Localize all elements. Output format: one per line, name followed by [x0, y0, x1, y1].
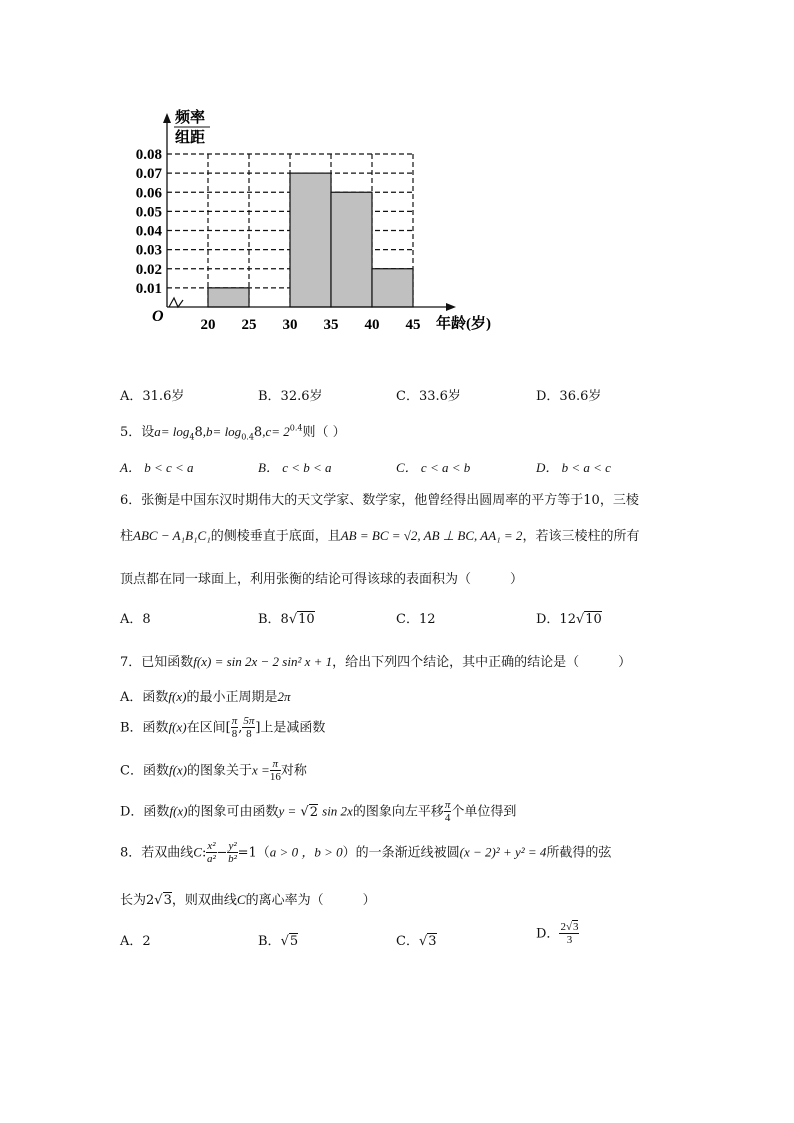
y-axis-arrow: [163, 113, 171, 123]
y-axis-label-bottom: 组距: [175, 130, 206, 146]
x-axis-label: 年龄(岁): [436, 316, 491, 332]
q5-option-d: D． b < a < c: [536, 460, 611, 475]
q5-stem: 5．设$a= \log_48,b= \log_{0.4}8,c= 2^{0.4}$则（ ）: [120, 423, 346, 442]
x-tick-label: 35: [323, 317, 339, 333]
q6-line1: 6．张衡是中国东汉时期伟大的天文学家、数学家，他曾经得出圆周率的平方等于10，三棱: [120, 493, 639, 508]
q7-stem: 7．已知函数f(x) = sin 2x − 2 sin² x + 1，给出下列四个结论，其中正确的结论是（ ）: [120, 654, 632, 670]
q6-option-a: A．8: [120, 612, 151, 627]
x-tick-label: 45: [405, 317, 421, 333]
q8-option-a: A．2: [120, 934, 151, 949]
q8-stem-line1: 8．若双曲线C: $\frac{\text{x²}}{\text{a²}}$ − $\frac{\text{y²}}{\text{b²}}$ =1（a > 0 ，b > 0）的一条渐近线被圆(x − 2)² + y² = 4所截得的弦: [120, 840, 612, 865]
q7-option-c: C．函数f(x)的图象关于x = $\frac{\pi}{16}$ 对称: [120, 758, 307, 783]
q6-option-b: B．8√10: [258, 612, 315, 627]
q7-option-b: B．函数f(x)在区间[ $\frac{\pi}{8}$ , $\frac{5\pi}{8}$ ]上是减函数: [120, 715, 326, 740]
q5-option-c: C． c < a < b: [396, 460, 471, 475]
histogram-chart: [120, 100, 520, 340]
x-tick-label: 40: [364, 317, 380, 333]
y-axis-label-top: 频率: [175, 110, 206, 126]
q4-option-b: B．32.6岁: [258, 389, 323, 404]
q6-line3: 顶点都在同一球面上，利用张衡的结论可得该球的表面积为（ ）: [120, 572, 524, 587]
q4-option-c: C．33.6岁: [396, 389, 461, 404]
axis-break-mark: [169, 298, 183, 307]
y-tick-label: 0.01: [135, 280, 162, 297]
q8-option-d: D． $\frac{2√3}{3}$: [536, 921, 579, 946]
y-tick-label: 0.02: [135, 261, 162, 278]
x-axis-arrow: [446, 303, 456, 311]
y-tick-label: 0.06: [135, 185, 162, 202]
y-tick-label: 0.04: [135, 223, 162, 240]
q6-option-d: D．12√10: [536, 612, 602, 627]
x-tick-label: 20: [200, 317, 216, 333]
y-tick-label: 0.03: [135, 242, 162, 259]
y-tick-label: 0.07: [135, 166, 162, 183]
histogram-bar: [372, 269, 413, 307]
q8-option-c: C．√3: [396, 934, 437, 949]
q5-option-a: A． b < c < a: [120, 460, 194, 475]
x-tick-label: 25: [241, 317, 257, 333]
y-tick-label: 0.05: [135, 204, 162, 221]
q6-line2: 柱ABC − A₁B₁C₁的侧棱垂直于底面，且AB = BC = √2, AB ⊥ BC, AA₁ = 2，若该三棱柱的所有: [120, 528, 640, 544]
histogram-bar: [290, 173, 331, 307]
q6-option-c: C．12: [396, 612, 436, 627]
y-tick-label: 0.08: [135, 147, 162, 163]
q4-option-a: A．31.6岁: [120, 389, 185, 404]
q8-stem-line2: 长为2√3，则双曲线C的离心率为（ ）: [120, 892, 376, 908]
q8-option-b: B．√5: [258, 934, 299, 949]
q4-option-d: D．36.6岁: [536, 389, 602, 404]
histogram-bar: [331, 192, 372, 307]
histogram-bar: [208, 288, 249, 307]
q7-option-d: D．函数f(x)的图象可由函数y = √2 sin 2x的图象向左平移 $\frac{\pi}{4}$ 个单位得到: [120, 799, 517, 824]
q7-option-a: A．函数f(x)的最小正周期是2π: [120, 689, 291, 705]
origin-label: O: [152, 308, 164, 325]
q5-option-b: B． c < b < a: [258, 460, 332, 475]
x-tick-label: 30: [282, 317, 298, 333]
